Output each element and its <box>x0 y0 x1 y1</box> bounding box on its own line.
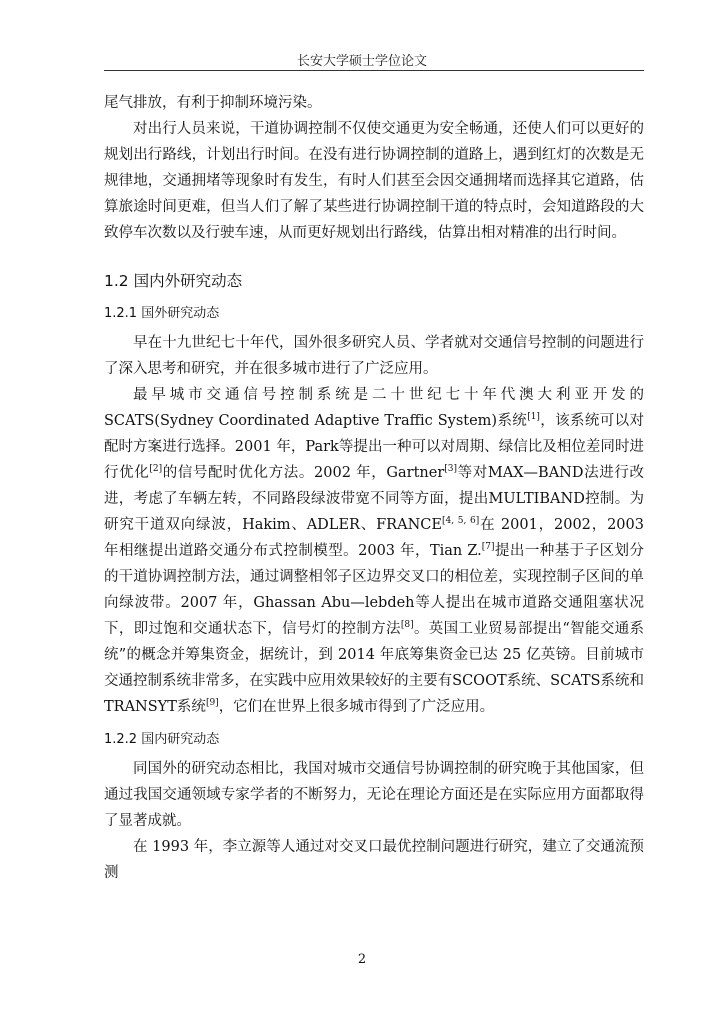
text-run: ，该系统可以对配时方案进行选择。2001 年，Park等提出一种可以对周期、绿信比及相位差同时进行优化 <box>104 413 645 481</box>
citation-ref: [9] <box>205 698 219 709</box>
text-run: 的信号配时优化方法。2002 年，Gartner <box>162 465 445 481</box>
citation-ref: [8] <box>400 620 414 631</box>
section-heading-1-2: 1.2 国内外研究动态 <box>104 272 243 290</box>
text-run: 在 2001，2002，2003 年相继提出道路交通分布式控制模型。2003 年，Tian Z. <box>104 517 644 559</box>
text-run: 。英国工业贸易部提出“智能交通系统”的概念并筹集资金，据统计，到 2014 年底筹集资金已达 25 亿英镑。目前城市交通控制系统非常多，在实践中应用效果较好的主要有SCOOT系统、SCATS系统和TRANSYT系统 <box>104 621 645 715</box>
paragraph-domestic-research: 在 1993 年，李立源等人通过对交叉口最优控制问题进行研究，建立了交通流预测 <box>104 839 644 881</box>
citation-ref: [3] <box>444 464 458 475</box>
citation-ref: [4, 5, 6] <box>441 516 480 527</box>
citation-ref: [1] <box>527 412 540 423</box>
subsection-heading-1-2-1: 1.2.1 国外研究动态 <box>104 306 220 321</box>
text-run: 等对MAX—BAND法进行改进，考虑了车辆左转，不同路段绿波带宽不同等方面，提出MULTIBAND控制。为研究干道双向绿波，Hakim、ADLER、FRANCE <box>104 465 644 533</box>
paragraph-travelers: 对出行人员来说，干道协调控制不仅使交通更为安全畅通，还使人们可以更好的规划出行路线，计划出行时间。在没有进行协调控制的道路上，遇到红灯的次数是无规律地，交通拥堵等现象时有发生，有时人们甚至会因交通拥堵而选择其它道路，估算旅途时间更难，但当人们了解了某些进行协调控制干道的特点时，会知道路段的大致停车次数以及行驶车速，从而更好规划出行路线，估算出相对精准的出行时间。 <box>104 121 644 241</box>
header-rule <box>104 70 644 71</box>
citation-ref: [2] <box>149 464 163 475</box>
subsection-heading-1-2-2: 1.2.2 国内研究动态 <box>104 732 220 747</box>
paragraph-foreign-research <box>104 382 644 720</box>
paragraph-continued: 尾气排放，有利于抑制环境污染。 <box>104 95 322 111</box>
text-run: 最早城市交通信号控制系统是二十世纪七十年代澳大利亚开发的SCATS(Sydney Coordinated Adaptive Traffic System)系统 <box>104 387 644 429</box>
running-header: 长安大学硕士学位论文 <box>296 54 427 69</box>
paragraph-foreign-intro: 早在十九世纪七十年代，国外很多研究人员、学者就对交通信号控制的问题进行了深入思考和研究，并在很多城市进行了广泛应用。 <box>104 335 644 377</box>
page-body <box>104 90 644 886</box>
citation-ref: [7] <box>481 542 495 553</box>
text-run: ，它们在世界上很多城市得到了广泛应用。 <box>218 699 495 715</box>
text-run: 提出一种基于子区划分的干道协调控制方法，通过调整相邻子区边界交叉口的相位差，实现控制子区间的单向绿波带。2007 年，Ghassan Abu—lebdeh等人提出在城市道路交通阻塞状况下，即过饱和交通状态下，信号灯的控制方法 <box>104 543 645 637</box>
paragraph-domestic-intro: 同国外的研究动态相比，我国对城市交通信号协调控制的研究晚于其他国家，但通过我国交通领域专家学者的不断努力，无论在理论方面还是在实际应用方面都取得了显著成就。 <box>104 761 644 829</box>
page-number: 2 <box>357 952 367 967</box>
